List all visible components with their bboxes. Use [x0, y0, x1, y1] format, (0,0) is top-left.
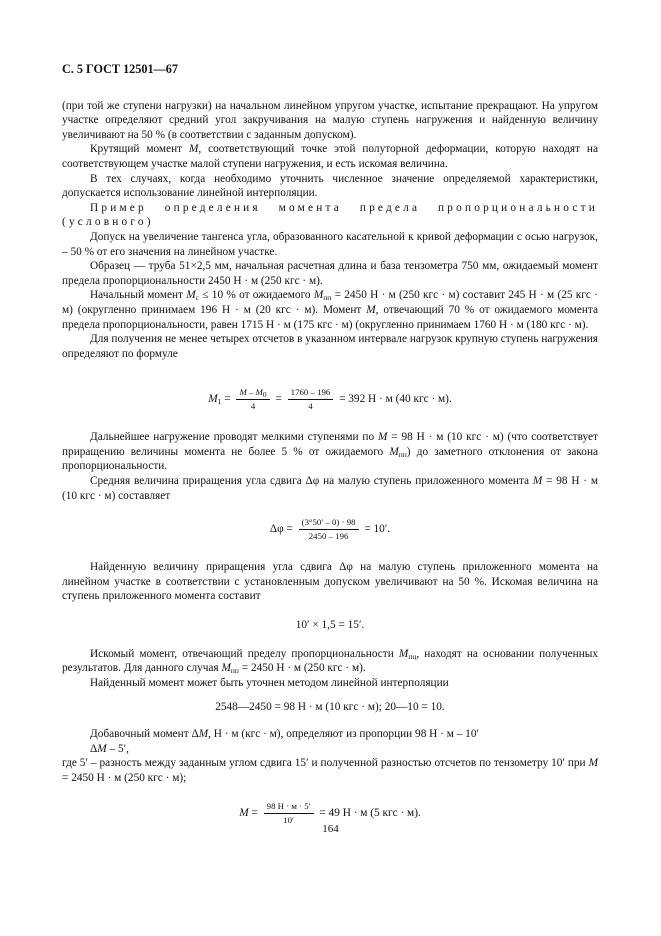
formula-increased-angle: 10′ × 1,5 = 15′.	[295, 619, 365, 632]
page-number: 164	[322, 823, 339, 835]
paragraph-8: Дальнейшее нагружение проводят мелкими ступенями по M = 98 Н · м (10 кгс · м) (что соответствует приращению величины момента не более 5 % от ожидаемого $M_{пп}$) до заметного отклонения от закона пропорциональности.	[62, 431, 598, 473]
paragraph-13: Добавочный момент ΔM, Н · м (кгс · м), определяют из пропорции 98 Н · м – 10′	[90, 728, 479, 740]
paragraph-1: (при той же ступени нагрузки) на начальном линейном упругом участке, испытание прекращают. На упругом участке определяют средний угол закручивания на малую ступень нагружения и найденную величину увеличивают на 50 % (в соответствии с заданным допуском).	[62, 99, 598, 141]
document-page	[62, 62, 598, 836]
paragraph-5: Образец — труба 51×2,5 мм, начальная расчетная длина и база тензометра 750 мм, ожидаемый момент предела пропорциональности 2450 Н · м (250 кгс · м).	[62, 260, 598, 287]
formula-interpolation: 2548—2450 = 98 Н · м (10 кгс · м); 20—10 = 10.	[215, 701, 445, 714]
paragraph-2: Крутящий момент M, соответствующий точке этой полуторной деформации, которую находят на соответствующем участке малой ступени нагружения, и есть искомая величина.	[62, 143, 598, 170]
paragraph-11: Искомый момент, отвечающий пределу пропорциональности $M_{пц}$, находят на основании полученных результатов. Для данного случая $M_{пп} = 2450$ Н · м (250 кгс · м).	[62, 647, 598, 676]
paragraph-9: Средняя величина приращения угла сдвига Δφ на малую ступень приложенного момента M = 98 Н · м (10 кгс · м) составляет	[62, 475, 599, 502]
paragraph-12: Найденный момент может быть уточнен методом линейной интерполяции	[90, 676, 449, 689]
fraction-3: $\frac{(3^\circ 50' - 0) \cdot 98}{2450 - 196}$	[299, 517, 359, 542]
paragraph-3: В тех случаях, когда необходимо уточнить численное значение определяемой характеристики, допускается использование линейной интерполяции.	[62, 172, 598, 200]
example-heading: Пример определения момента предела пропорциональности (условного)	[62, 201, 598, 229]
paragraph-6: Начальный момент $M_с \le 10$ % от ожидаемого $M_{пп} = 2450$ Н · м (250 кгс · м) составит 245 Н · м (25 кгс · м) (округленно принимаем 196 Н · м (20 кгс · м). Момент M, отвечающий 70 % от ожидаемого момента предела пропорциональности, равен 1715 Н · м (175 кгс · м) (округленно принимаем 1760 Н · м (180 кгс · м).	[62, 289, 598, 331]
page-header: С. 5 ГОСТ 12501—67	[62, 62, 178, 76]
paragraph-10: Найденную величину приращения угла сдвига Δφ на малую ступень приложенного момента на линейном участке в соответствии с установленным допуском увеличивают на 50 %. Искомая величина на ступень приложенного момента составит	[62, 561, 598, 603]
fraction-1: $\frac{M - M_0}{4}$	[236, 387, 269, 412]
formula-additional-moment: M = $\frac{98 Н \cdot м \cdot 5'}{10'}$ = 49 Н · м (5 кгс · м).	[239, 801, 421, 826]
paragraph-4: Допуск на увеличение тангенса угла, образованного касательной к кривой деформации с осью нагрузок, – 50 % от его значения на линейном участке.	[62, 230, 598, 258]
paragraph-7: Для получения не менее четырех отсчетов в указанном интервале нагрузок крупную ступень нагружения определяют по формуле	[62, 333, 598, 360]
formula-angle-increment: Δφ = $\frac{(3^\circ 50' - 0) \cdot 98}{2450 - 196}$ = 10′.	[269, 517, 391, 542]
fraction-4: $\frac{98 Н \cdot м \cdot 5'}{10'}$	[264, 801, 314, 826]
paragraph-14: ΔM – 5′,	[90, 742, 129, 755]
formula-large-step: $M_1$ = $\frac{M - M_0}{4}$ = $\frac{1760 - 196}{4}$ = 392 Н · м (40 кгс · м).	[208, 387, 452, 412]
paragraph-15: где 5′ – разность между заданным углом сдвига 15′ и полученной разностью отсчетов по тензометру 10′ при M = 2450 Н · м (250 кгс · м);	[62, 757, 598, 784]
fraction-2: $\frac{1760 - 196}{4}$	[288, 387, 334, 412]
